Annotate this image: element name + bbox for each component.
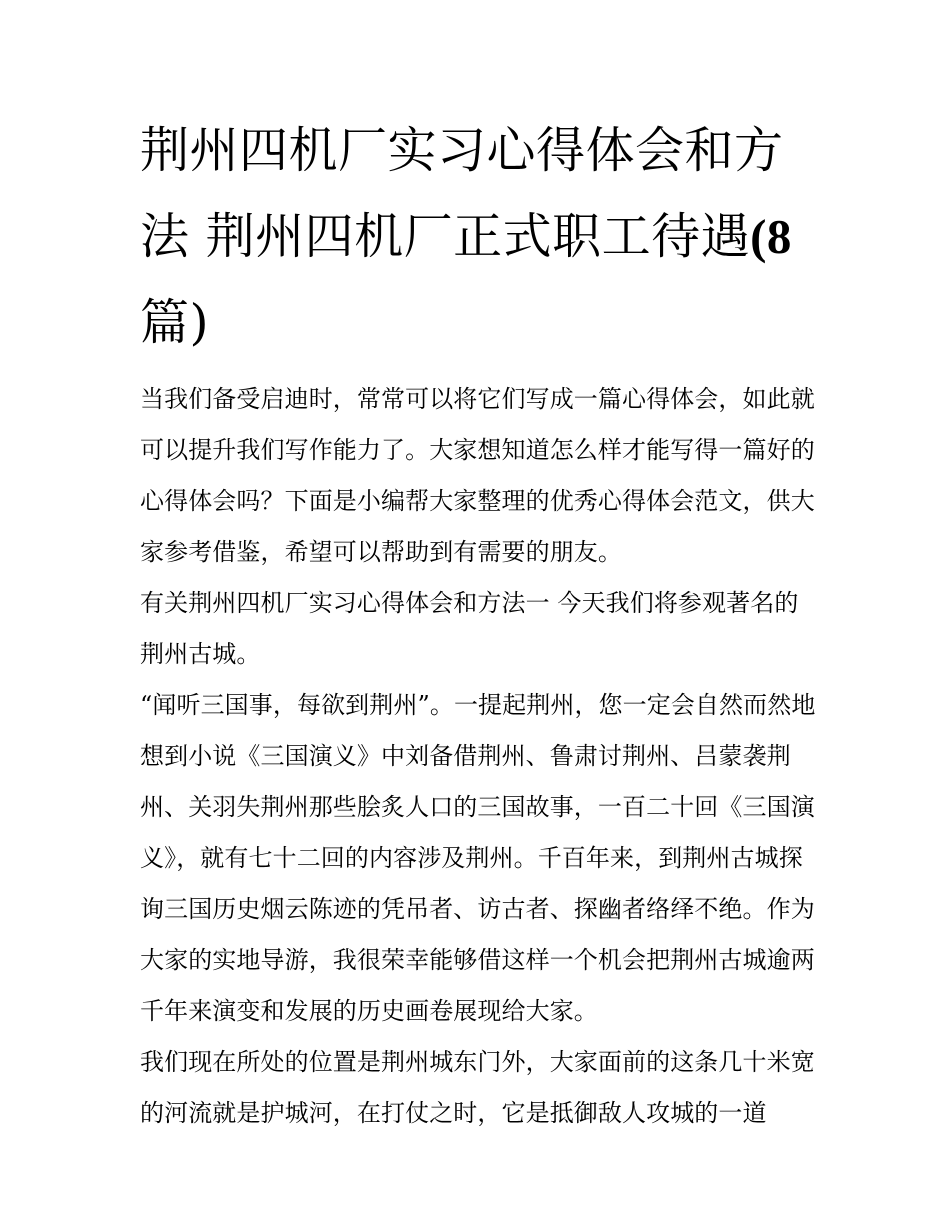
title-suffix: (8 (750, 209, 792, 264)
document-page (140, 108, 818, 1139)
title-main: 荆州四机厂实习心得体会和方法 荆州四机厂正式职工待遇 (140, 122, 784, 265)
section-heading-paragraph: 有关荆州四机厂实习心得体会和方法一 今天我们将参观著名的荆州古城。 (140, 589, 799, 668)
intro-paragraph: 当我们备受启迪时，常常可以将它们写成一篇心得体会，如此就可以提升我们写作能力了。大家想知道怎么样才能写得一篇好的心得体会吗？下面是小编帮大家整理的优秀心得体会范文，供大家参考借鉴，希望可以帮助到有需要的朋友。 (140, 385, 815, 566)
body-paragraph: 我们现在所处的位置是荆州城东门外，大家面前的这条几十米宽的河流就是护城河，在打仗之时，它是抵御敌人攻城的一道 (140, 1048, 815, 1127)
title-end: 篇) (140, 294, 210, 351)
body-paragraph: “闻听三国事，每欲到荆州”。一提起荆州，您一定会自然而然地想到小说《三国演义》中刘备借荆州、鲁肃讨荆州、吕蒙袭荆州、关羽失荆州那些脍炙人口的三国故事，一百二十回《三国演义》，就有七十二回的内容涉及荆州。千百年来，到荆州古城探询三国历史烟云陈迹的凭吊者、访古者、探幽者络绎不绝。作为大家的实地导游，我很荣幸能够借这样一个机会把荆州古城逾两千年来演变和发展的历史画卷展现给大家。 (140, 691, 816, 1025)
document-title (140, 108, 818, 366)
